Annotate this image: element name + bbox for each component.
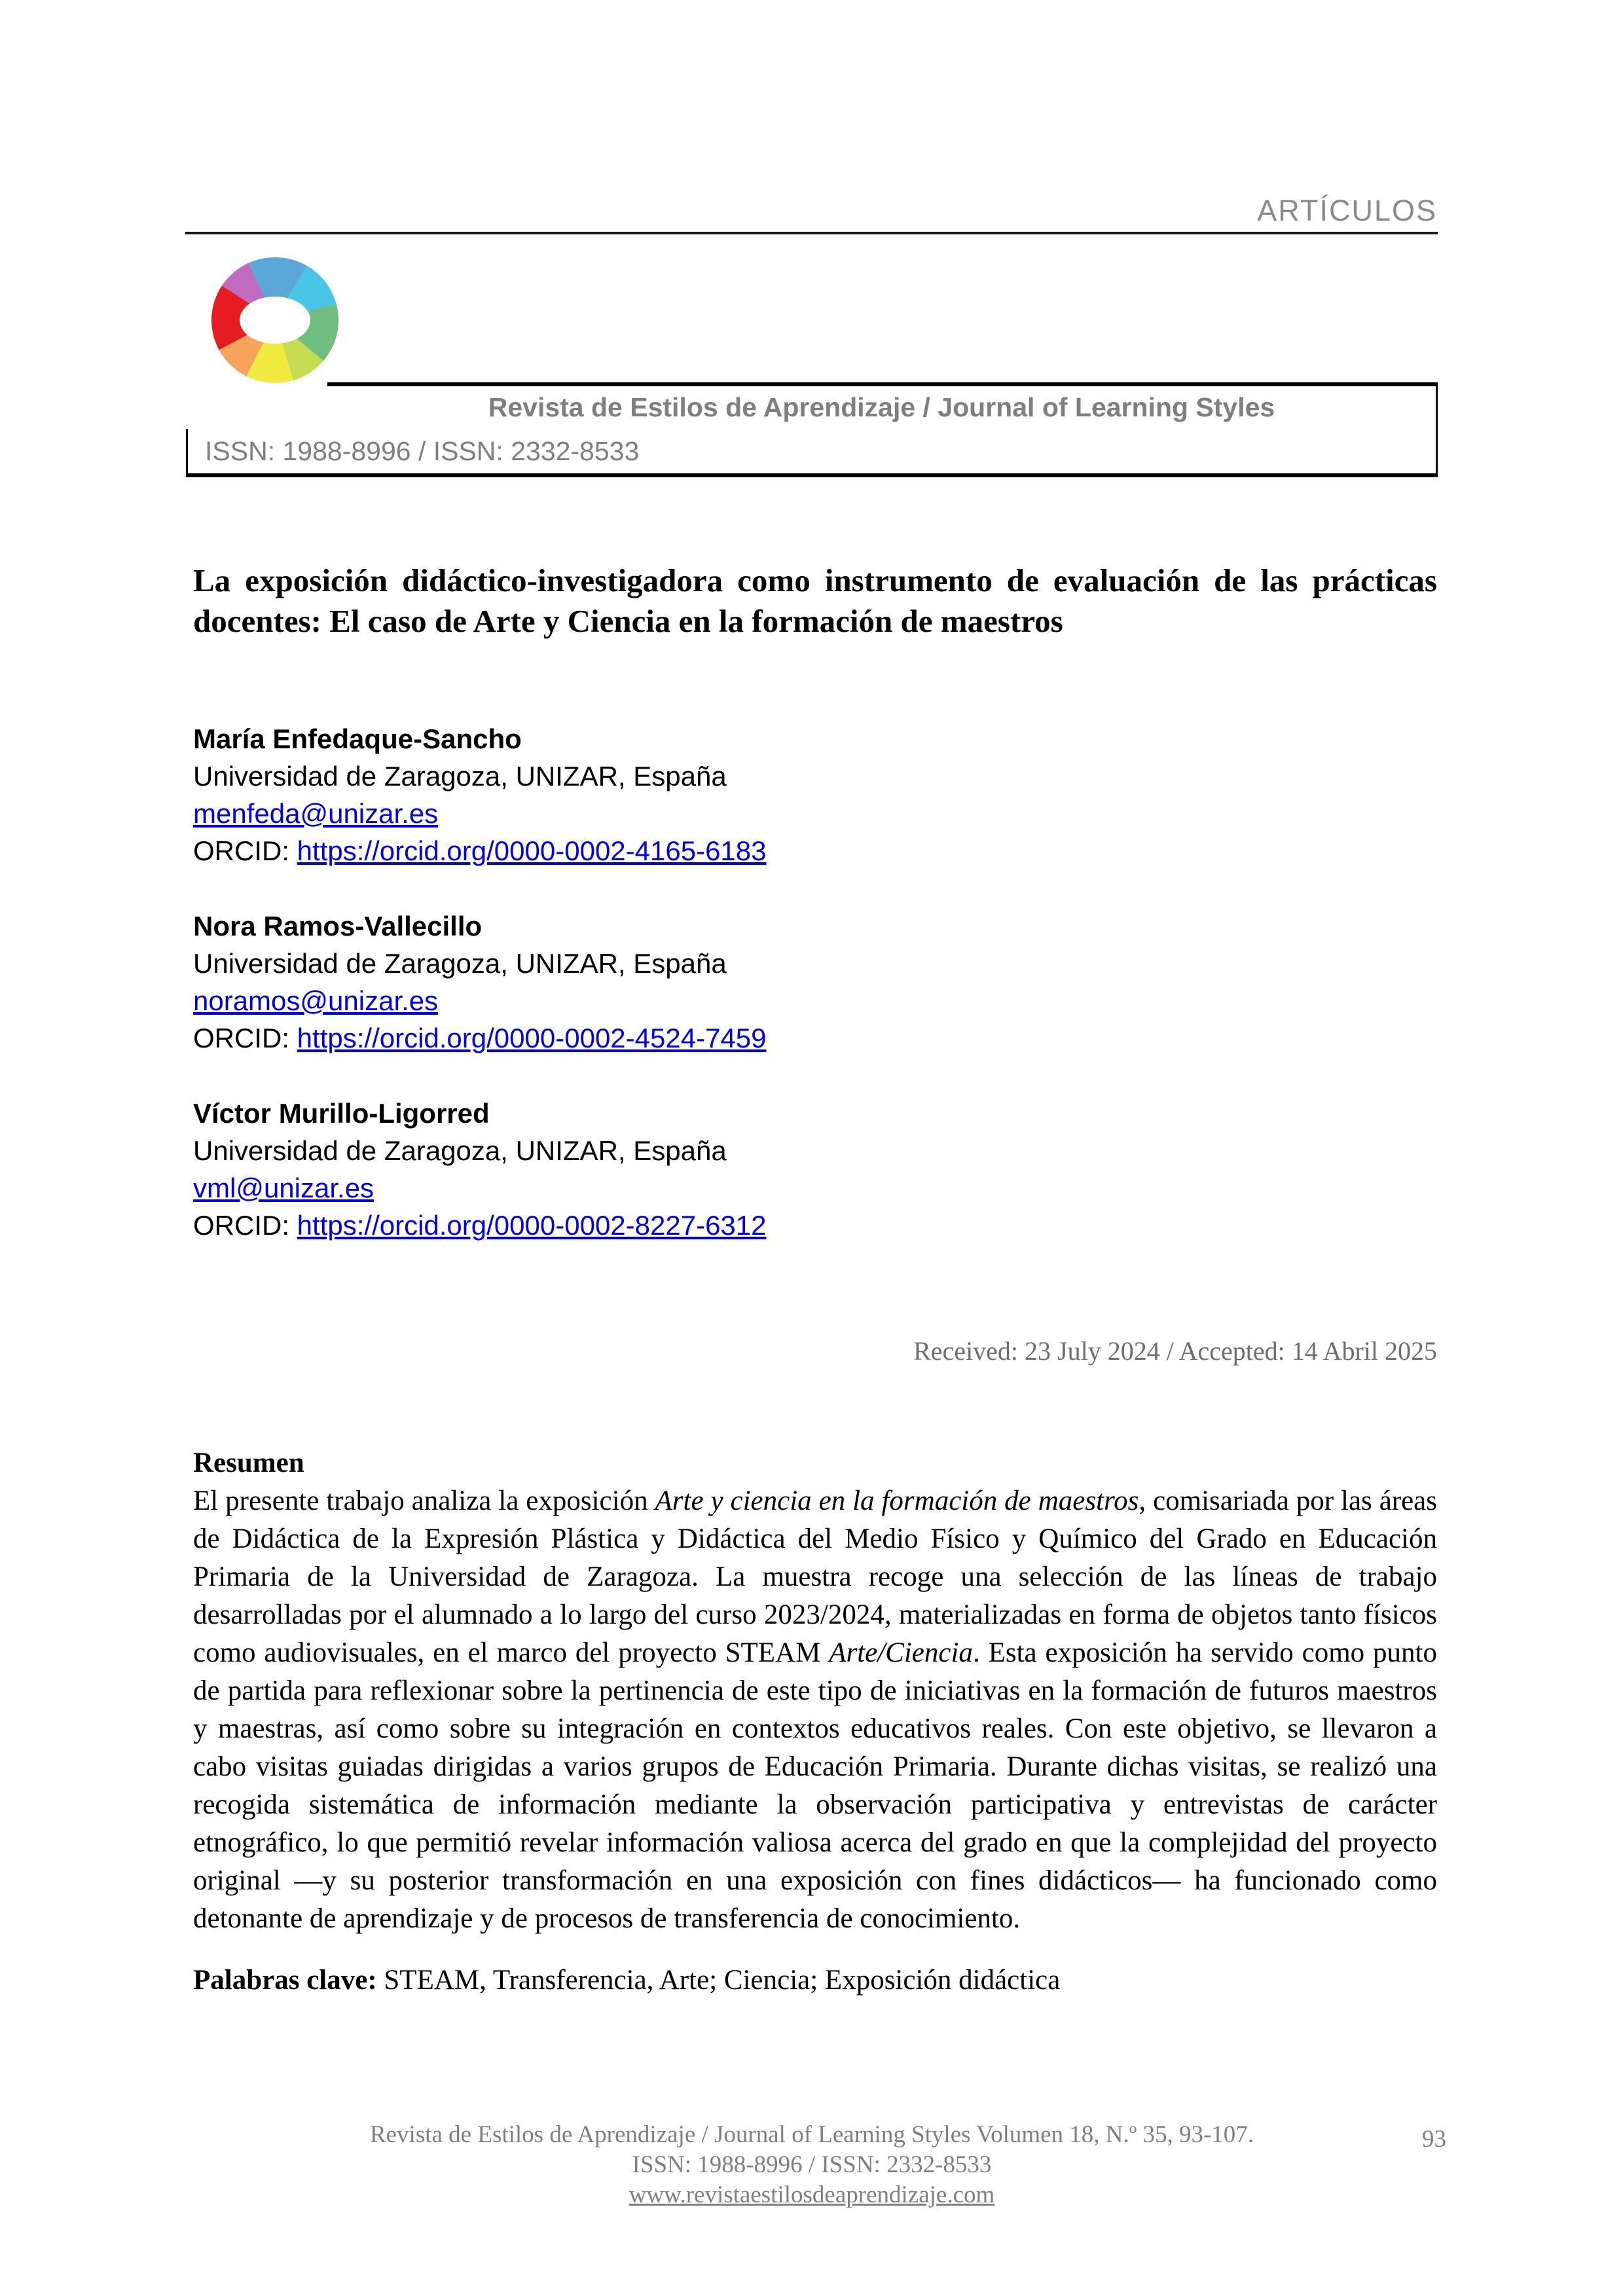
author-email-link[interactable]: vml@unizar.es (193, 1173, 374, 1203)
abstract-section (193, 1444, 1437, 1938)
authors-block (193, 720, 1437, 1282)
author-orcid-line (193, 1019, 1437, 1057)
page-footer (190, 2120, 1434, 2210)
header-rule (185, 232, 1438, 234)
orcid-link[interactable]: https://orcid.org/0000-0002-4524-7459 (297, 1023, 767, 1053)
page-number: 93 (1422, 2126, 1446, 2153)
author-name: Nora Ramos-Vallecillo (193, 911, 483, 941)
author-email-link[interactable]: noramos@unizar.es (193, 985, 439, 1016)
author-affiliation: Universidad de Zaragoza, UNIZAR, España (193, 761, 727, 792)
orcid-link[interactable]: https://orcid.org/0000-0002-8227-6312 (297, 1210, 767, 1241)
author-block (193, 907, 1437, 1057)
author-orcid-line (193, 832, 1437, 869)
article-title: La exposición didáctico-investigadora como instrumento de evaluación de las prácticas docentes: El caso de Arte y Ciencia en la formación de maestros (193, 562, 1437, 639)
author-affiliation: Universidad de Zaragoza, UNIZAR, España (193, 948, 727, 979)
abstract-heading: Resumen (193, 1448, 304, 1478)
orcid-label: ORCID: (193, 835, 297, 866)
keywords-label: Palabras clave: (193, 1965, 377, 1995)
keywords-text: STEAM, Transferencia, Arte; Ciencia; Exposición didáctica (376, 1965, 1061, 1995)
author-name: María Enfedaque-Sancho (193, 723, 522, 754)
journal-website-link[interactable]: www.revistaestilosdeaprendizaje.com (629, 2181, 995, 2208)
footer-journal-line: Revista de Estilos de Aprendizaje / Journal of Learning Styles Volumen 18, N.º 35, 93-107. (369, 2121, 1254, 2148)
footer-issn-line: ISSN: 1988-8996 / ISSN: 2332-8533 (632, 2151, 992, 2178)
author-block (193, 1095, 1437, 1244)
author-orcid-line (193, 1207, 1437, 1244)
keywords-line (193, 1961, 1437, 1999)
journal-title-banner (327, 382, 1438, 429)
received-accepted-line: Received: 23 July 2024 / Accepted: 14 Abril 2025 (913, 1336, 1437, 1366)
author-block (193, 720, 1437, 869)
author-email-link[interactable]: menfeda@unizar.es (193, 798, 439, 829)
orcid-label: ORCID: (193, 1023, 297, 1053)
section-label: ARTÍCULOS (1257, 194, 1437, 227)
orcid-link[interactable]: https://orcid.org/0000-0002-4165-6183 (297, 835, 767, 866)
journal-logo-icon (211, 257, 338, 383)
abstract-text: El presente trabajo analiza la exposición Arte y ciencia en la formación de maestros, comisariada por las áreas de Didáctica de la Expresión Plástica y Didáctica del Medio Físico y Químico del Grado en Educación Primaria de la Universidad de Zaragoza. La muestra recoge una selección de las líneas de trabajo desarrolladas por el alumnado a lo largo del curso 2023/2024, materializadas en forma de objetos tanto físicos como audiovisuales, en el marco del proyecto STEAM Arte/Ciencia. Esta exposición ha servido como punto de partida para reflexionar sobre la pertinencia de este tipo de iniciativas en la formación de futuros maestros y maestras, así como sobre su integración en contextos educativos reales. Con este objetivo, se llevaron a cabo visitas guiadas dirigidas a varios grupos de Educación Primaria. Durante dichas visitas, se realizó una recogida sistemática de información mediante la observación participativa y entrevistas de carácter etnográfico, lo que permitió revelar información valiosa acerca del grado en que la complejidad del proyecto original —y su posterior transformación en una exposición con fines didácticos— ha funcionado como detonante de aprendizaje y de procesos de transferencia de conocimiento. (193, 1485, 1437, 1934)
author-name: Víctor Murillo-Ligorred (193, 1098, 490, 1129)
orcid-label: ORCID: (193, 1210, 297, 1241)
journal-title: Revista de Estilos de Aprendizaje / Journal of Learning Styles (488, 392, 1275, 422)
journal-issn-banner (186, 429, 1438, 477)
journal-issn: ISSN: 1988-8996 / ISSN: 2332-8533 (205, 435, 640, 466)
author-affiliation: Universidad de Zaragoza, UNIZAR, España (193, 1135, 727, 1166)
